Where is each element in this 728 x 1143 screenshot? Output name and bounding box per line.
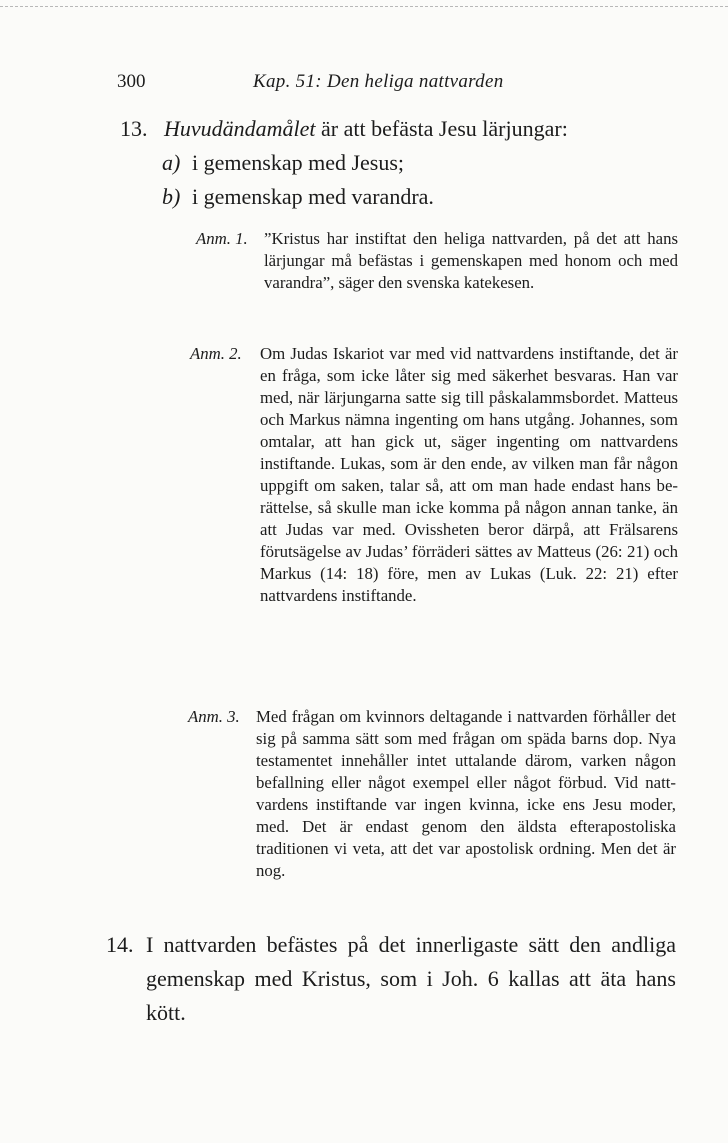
page-top-edge — [0, 6, 728, 7]
item-13-heading — [164, 112, 568, 146]
sub-item-text: i gemenskap med Jesus; — [192, 150, 405, 175]
sub-item-b — [162, 180, 434, 214]
sub-item-a — [162, 146, 404, 180]
running-head: Kap. 51: Den heliga nattvarden — [253, 71, 504, 92]
note-label: Anm. 2. — [190, 344, 242, 363]
page-header — [0, 71, 728, 95]
item-number: 13. — [120, 116, 148, 141]
sub-item-label: b) — [162, 184, 181, 209]
item-number: 14. — [106, 932, 134, 957]
sub-item-label: a) — [162, 150, 181, 175]
note-text: Med frågan om kvinnors deltagande i nattvarden förhåller det sig på samma sätt som med frågan om späda barns dop. Nya testamentet innehåller intet uttalande därom, varken någon befallning eller något exempel eller något förbud. Vid nattvardens instiftande var ingen kvinna, icke ens Jesu moder, med. Det är endast genom den äldsta efterapostoliska traditionen vi veta, att det var apostolisk ordning. Men det är nog. — [256, 707, 676, 880]
page-number: 300 — [117, 71, 146, 92]
note-text: Om Judas Iskariot var med vid nattvardens instiftande, det är en fråga, som icke låter sig med säkerhet besvaras. Han var med, när lärjungarna satte sig till påskalammsbordet. Matteus och Markus nämna ingenting om hans utgång. Johannes, som omtalar, att han gick ut, säger ingenting om nattvardens instiftande. Lukas, som är den ende, av vilken man får någon uppgift om saken, talar så, att om man hade endast hans berättelse, så skulle man icke komma på någon annan tanke, än att Judas var med. Ovissheten beror därpå, att Frälsarens förutsägelse av Judas’ förräderi sättes av Matteus (26: 21) och Markus (14: 18) före, men av Lukas (Luk. 22: 21) efter nattvardens instiftande. — [260, 344, 678, 605]
item-13-title: Huvudändamålet — [164, 116, 316, 141]
note-label: Anm. 3. — [188, 707, 240, 726]
item-13-text: är att befästa Jesu lärjungar: — [315, 116, 568, 141]
sub-item-text: i gemenskap med varandra. — [192, 184, 434, 209]
note-text: ”Kristus har instiftat den heliga nattvarden, på det att hans lärjungar må befästas i gemenskapen med honom och med varandra”, säger den svenska katekesen. — [264, 229, 678, 292]
item-14-text: I nattvarden befästes på det innerligaste sätt den andliga gemenskap med Kristus, som i Joh. 6 kallas att äta hans kött. — [146, 932, 676, 1025]
note-label: Anm. 1. — [196, 229, 248, 248]
